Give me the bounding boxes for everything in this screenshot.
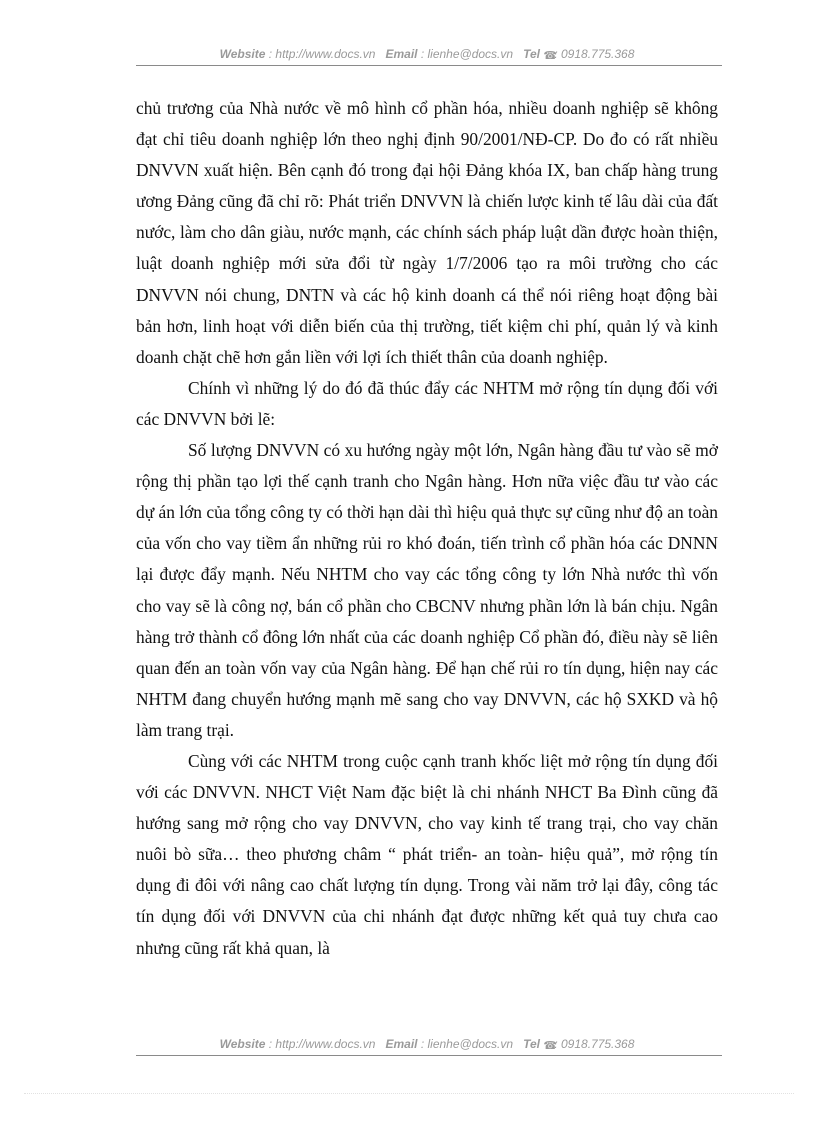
footer-divider [136, 1055, 722, 1056]
header-website-label: Website [219, 47, 266, 61]
footer-tel-label: Tel [523, 1037, 540, 1051]
page-footer [188, 1037, 666, 1051]
phone-icon: ☎ [543, 50, 558, 62]
header-divider [136, 65, 722, 66]
footer-website-label: Website [219, 1037, 266, 1051]
body-text [136, 93, 718, 964]
header-tel-label: Tel [523, 47, 540, 61]
footer-email-link[interactable]: : lienhe@docs.vn [420, 1037, 514, 1051]
paragraph-2: Chính vì những lý do đó đã thúc đẩy các NHTM mở rộng tín dụng đối với các DNVVN bởi lẽ: [136, 377, 718, 429]
footer-tel-value: : 0918.775.368 [554, 1037, 635, 1051]
paragraph-1: chủ trương của Nhà nước về mô hình cổ phần hóa, nhiều doanh nghiệp sẽ không đạt chỉ tiêu doanh nghiệp lớn theo nghị định 90/2001/NĐ-CP. Do đo có rất nhiều DNVVN xuất hiện. Bên cạnh đó trong đại hội Đảng khóa IX, ban chấp hàng trung ương Đảng cũng đã chỉ rõ: Phát triển DNVVN là chiến lược kinh tế lâu dài của đất nước, làm cho dân giàu, nước mạnh, các chính sách pháp luật dần được hoàn thiện, luật doanh nghiệp mới sửa đổi từ ngày 1/7/2006 tạo ra môi trường cho các DNVVN nói chung, DNTN và các hộ kinh doanh cá thể nói riêng hoạt động bài bản hơn, linh hoạt với diễn biến của thị trường, tiết kiệm chi phí, quản lý và kinh doanh chặt chẽ hơn gắn liền với lợi ích thiết thân của doanh nghiệp. [136, 98, 718, 367]
header-website-link[interactable]: : http://www.docs.vn [268, 47, 376, 61]
paragraph-3: Số lượng DNVVN có xu hướng ngày một lớn, Ngân hàng đầu tư vào sẽ mở rộng thị phần tạo lợi thế cạnh tranh cho Ngân hàng. Hơn nữa việc đầu tư vào các dự án lớn của tổng công ty có thời hạn dài thì hiệu quả thực sự cũng như độ an toàn của vốn cho vay tiềm ẩn những rủi ro khó đoán, tiến trình cổ phần hóa các DNNN lại được đẩy mạnh. Nếu NHTM cho vay các tổng công ty lớn Nhà nước thì vốn cho vay sẽ là công nợ, bán cổ phần cho CBCNV nhưng phần lớn là bán chịu. Ngân hàng trở thành cổ đông lớn nhất của các doanh nghiệp Cổ phần đó, điều này sẽ liên quan đến an toàn vốn vay của Ngân hàng. Để hạn chế rủi ro tín dụng, hiện nay các NHTM đang chuyển hướng mạnh mẽ sang cho vay DNVVN, các hộ SXKD và hộ làm trang trại. [136, 440, 718, 740]
paragraph-4: Cùng với các NHTM trong cuộc cạnh tranh khốc liệt mở rộng tín dụng đối với các DNVVN. NHCT Việt Nam đặc biệt là chi nhánh NHCT Ba Đình cũng đã hướng sang mở rộng cho vay DNVVN, cho vay kinh tế trang trại, cho vay chăn nuôi bò sữa… theo phương châm “ phát triển- an toàn- hiệu quả”, mở rộng tín dụng đi đôi với nâng cao chất lượng tín dụng. Trong vài năm trở lại đây, công tác tín dụng đối với DNVVN của chi nhánh đạt được những kết quả tuy chưa cao nhưng cũng rất khả quan, là [136, 750, 718, 958]
header-email-label: Email [385, 47, 418, 61]
phone-icon: ☎ [543, 1040, 558, 1052]
header-email-link[interactable]: : lienhe@docs.vn [420, 47, 514, 61]
header-tel-value: : 0918.775.368 [554, 47, 635, 61]
footer-email-label: Email [385, 1037, 418, 1051]
page-edge-divider [24, 1093, 794, 1094]
footer-website-link[interactable]: : http://www.docs.vn [268, 1037, 376, 1051]
page-header [188, 47, 666, 61]
